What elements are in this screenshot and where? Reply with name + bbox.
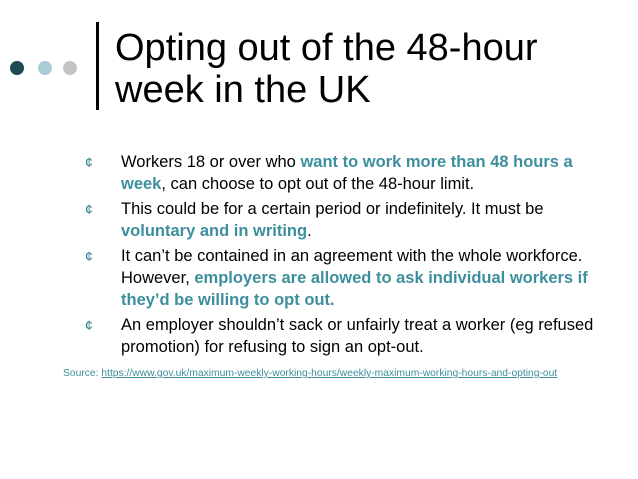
source-label: Source: <box>63 368 102 379</box>
bullet-text: This could be for a certain period or indefinitely. It must be <box>121 200 544 218</box>
highlighted-text: want to work more than 48 hours a week <box>121 153 573 193</box>
source-line <box>63 367 633 381</box>
dark-dot-icon <box>10 61 24 75</box>
bullet-item <box>85 198 615 242</box>
bullet-text: , can choose to opt out of the 48-hour limit. <box>161 175 475 193</box>
circle-bullet-icon: ¢ <box>85 248 93 264</box>
circle-bullet-icon: ¢ <box>85 201 93 217</box>
bullet-item <box>85 245 615 311</box>
bullet-text: Workers 18 or over who <box>121 153 301 171</box>
bullet-list <box>85 151 615 361</box>
light-dot-icon <box>38 61 52 75</box>
bullet-item <box>85 151 615 195</box>
bullet-text: An employer shouldn’t sack or unfairly treat a worker (eg refused promotion) for refusing to sign an opt-out. <box>121 316 594 356</box>
bullet-text: It can’t be contained in an agreement with the whole workforce. However, <box>121 247 583 287</box>
source-link[interactable]: https://www.gov.uk/maximum-weekly-working-hours/weekly-maximum-working-hours-and-opting-out <box>101 368 558 379</box>
highlighted-text: employers are allowed to ask individual workers if they’d be willing to opt out <box>121 269 588 309</box>
gray-dot-icon <box>63 61 77 75</box>
title-rule <box>96 22 99 110</box>
slide-title: Opting out of the 48-hour week in the UK <box>115 27 538 111</box>
bullet-text: . <box>307 222 312 240</box>
highlighted-text: voluntary and in writing <box>121 222 308 240</box>
decorative-dots <box>10 61 80 75</box>
circle-bullet-icon: ¢ <box>85 317 93 333</box>
circle-bullet-icon: ¢ <box>85 154 93 170</box>
highlighted-text: . <box>329 291 335 309</box>
bullet-item <box>85 314 615 358</box>
